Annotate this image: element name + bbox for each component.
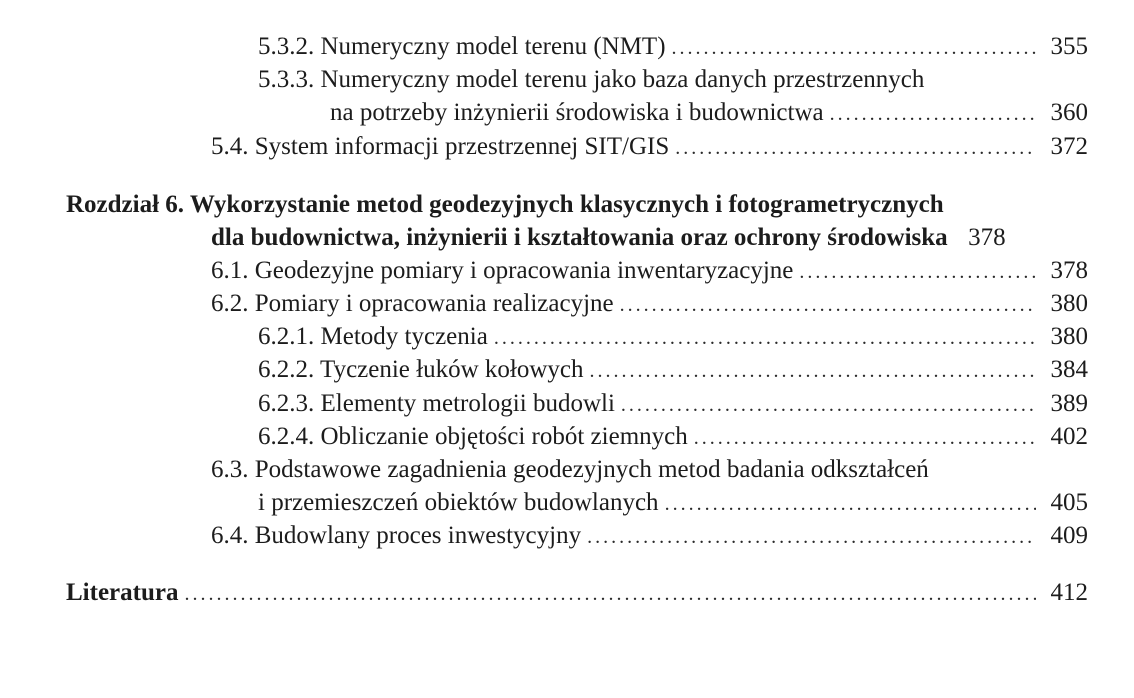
toc-entry-6-2-4: [258, 421, 1088, 453]
dot-leader: [620, 289, 1036, 321]
dot-leader: [675, 132, 1036, 164]
toc-page-number: 389: [1050, 390, 1088, 417]
toc-entry-6-2-2: [258, 354, 1088, 386]
toc-entry-title: i przemieszczeń obiektów budowlanych: [258, 489, 659, 516]
toc-chapter-6-line-2: [211, 222, 1088, 254]
dot-leader: [590, 355, 1036, 387]
dot-leader: [621, 389, 1036, 421]
toc-entry-6-2: [211, 288, 1088, 320]
dot-leader: [694, 422, 1036, 454]
toc-entry-title: 6.2.2. Tyczenie łuków kołowych: [258, 356, 584, 383]
toc-entry-title: 6.2.1. Metody tyczenia: [258, 323, 488, 350]
toc-entry-title: 5.3.2. Numeryczny model terenu (NMT): [258, 33, 666, 60]
dot-leader: [587, 521, 1036, 553]
toc-entry-5-3-2: [258, 31, 1088, 63]
toc-page-number: 384: [1050, 356, 1088, 383]
toc-chapter-6-line-1: Rozdział 6. Wykorzystanie metod geodezyjnych klasycznych i fotogrametrycznych: [66, 191, 944, 218]
toc-entry-5-4: [211, 131, 1088, 163]
toc-entry-6-3-line-1: 6.3. Podstawowe zagadnienia geodezyjnych metod badania odkształceń: [211, 456, 929, 483]
toc-entry-6-2-1: [258, 321, 1088, 353]
toc-entry-6-4: [211, 520, 1088, 552]
toc-page-number: 409: [1050, 522, 1088, 549]
dot-leader: [672, 32, 1036, 64]
toc-entry-literatura: [66, 577, 1088, 609]
toc-entry-6-3-line-2: [258, 487, 1088, 519]
toc-entry-6-1: [211, 255, 1088, 287]
toc-page-number: 355: [1050, 33, 1088, 60]
toc-entry-title: Literatura: [66, 579, 179, 606]
toc-entry-title: 6.2. Pomiary i opracowania realizacyjne: [211, 290, 614, 317]
dot-leader: [665, 488, 1036, 520]
toc-page-number: 412: [1050, 579, 1088, 606]
toc-entry-title: dla budownictwa, inżynierii i kształtowania oraz ochrony środowiska: [211, 224, 948, 251]
dot-leader: [830, 98, 1036, 130]
toc-page-number: 405: [1050, 489, 1088, 516]
toc-entry-title: na potrzeby inżynierii środowiska i budownictwa: [330, 99, 824, 126]
toc-entry-5-3-3-line-1: 5.3.3. Numeryczny model terenu jako baza danych przestrzennych: [258, 66, 925, 93]
toc-page-number: 380: [1050, 323, 1088, 350]
toc-page-number: 360: [1050, 99, 1088, 126]
toc-entry-title: 6.2.4. Obliczanie objętości robót ziemnych: [258, 423, 688, 450]
toc-entry-title: 5.4. System informacji przestrzennej SIT/GIS: [211, 133, 670, 160]
toc-page-number: 380: [1050, 290, 1088, 317]
toc-entry-5-3-3-line-2: [330, 97, 1088, 129]
toc-page-number: 402: [1050, 423, 1088, 450]
toc-entry-title: 6.1. Geodezyjne pomiary i opracowania inwentaryzacyjne: [211, 257, 794, 284]
toc-entry-title: 6.2.3. Elementy metrologii budowli: [258, 390, 615, 417]
dot-leader: [799, 256, 1036, 288]
dot-leader: [494, 322, 1036, 354]
toc-page-number: 372: [1050, 133, 1088, 160]
toc-entry-6-2-3: [258, 388, 1088, 420]
toc-page-number: 378: [968, 224, 1006, 251]
toc-entry-title: 6.4. Budowlany proces inwestycyjny: [211, 522, 582, 549]
toc-page-number: 378: [1050, 257, 1088, 284]
dot-leader: [184, 578, 1036, 610]
